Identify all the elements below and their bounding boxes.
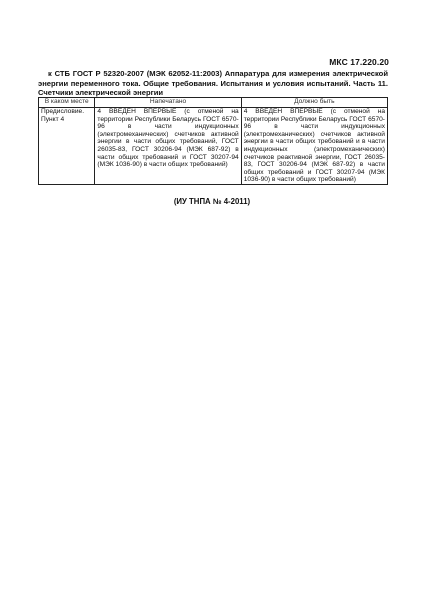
header-printed: Напечатано	[95, 98, 241, 108]
amendment-title-text: к СТБ ГОСТ Р 52320-2007 (МЭК 62052-11:2003) Аппаратура для измерения электрической энергии переменного тока. Общие требования. Испытания и условия испытаний. Часть 11. Счетчики электрической энергии	[38, 69, 388, 98]
corrections-table	[38, 97, 388, 185]
cell-printed	[95, 108, 241, 185]
header-should-be: Должно быть	[241, 98, 387, 108]
table-row	[39, 108, 388, 185]
amendment-title	[38, 69, 388, 98]
header-where: В каком месте	[39, 98, 95, 108]
cell-should-be	[241, 108, 387, 185]
cell-printed-text: 4 ВВЕДЕН ВПЕРВЫЕ (с отменой на территории Республики Беларусь ГОСТ 6570-96 в части индукционных (электромеханических) счетчиков активной энергии в части общих требований, ГОСТ 26035-83, ГОСТ 30206-94 (МЭК 687-92) в части общих требований и ГОСТ 30207-94 (МЭК 1036-90) в части общих требований)	[97, 108, 239, 169]
mks-code: МКС 17.220.20	[329, 57, 389, 67]
source-note: (ИУ ТНПА № 4-2011)	[173, 197, 251, 206]
cell-should-be-text: 4 ВВЕДЕН ВПЕРВЫЕ (с отменой на территории Республики Беларусь ГОСТ 6570-96 в части индукционных (электромеханических) счетчиков активной энергии в части общих требований и в части индукционных (электромеханических) счетчиков реактивной энергии, ГОСТ 26035-83, ГОСТ 30206-94 (МЭК 687-92) в части общих требований и ГОСТ 30207-94 (МЭК 1036-90) в части общих требований)	[243, 108, 385, 184]
cell-where	[39, 108, 95, 185]
table-header-row	[39, 98, 388, 108]
cell-where-text: Предисловие. Пункт 4	[41, 108, 85, 123]
